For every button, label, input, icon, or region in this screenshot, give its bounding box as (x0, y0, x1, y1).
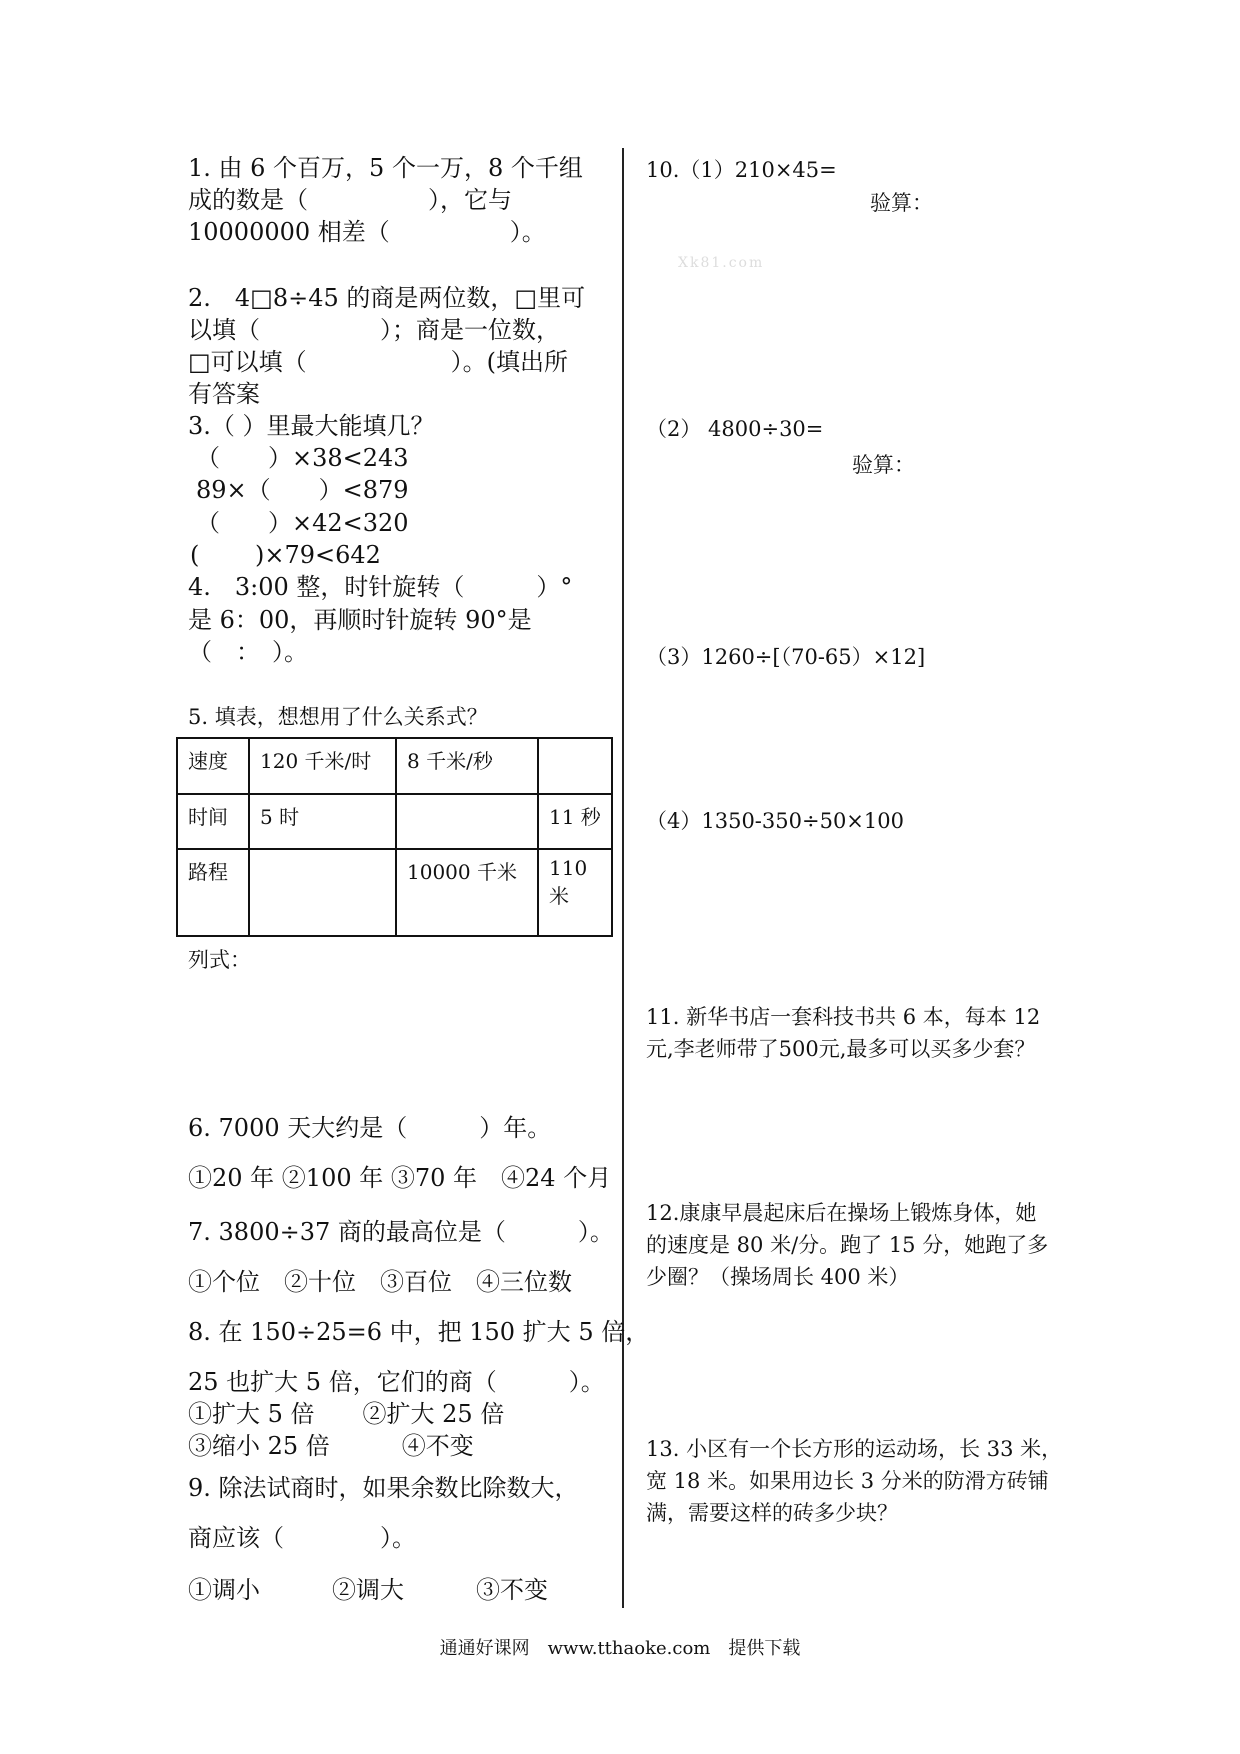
table-cell: 110 米 (538, 849, 612, 936)
question-8-options: ③缩小 25 倍 ④不变 (188, 1432, 474, 1460)
text-line: 少圈？（操场周长 400 米） (646, 1265, 910, 1289)
question-10-4: （4）1350-350÷50×100 (646, 809, 904, 833)
text-line: 有答案 (188, 380, 260, 408)
question-6: 6. 7000 天大约是（ ）年。 (188, 1114, 552, 1142)
question-10-1: 10.（1）210×45= (646, 158, 837, 182)
text-line: 89×（ ）<879 (196, 476, 409, 504)
question-5-title: 5. 填表，想想用了什么关系式？ (188, 705, 488, 729)
text-line: 1. 由 6 个百万，5 个一万，8 个千组 (188, 154, 583, 182)
text-line: 3.（ ）里最大能填几？ (188, 412, 435, 440)
question-7: 7. 3800÷37 商的最高位是（ ）。 (188, 1218, 614, 1246)
table-cell: 120 千米/时 (249, 738, 396, 794)
text-line: （ ： ）。 (188, 638, 308, 666)
text-line: （ ）×38<243 (196, 444, 409, 472)
question-9-options: ①调小 ②调大 ③不变 (188, 1576, 548, 1604)
formula-label: 列式： (188, 948, 251, 972)
text-line: 商应该（ ）。 (188, 1524, 416, 1552)
footer-source: 通通好课网 www.tthaoke.com 提供下载 (439, 1638, 801, 1659)
text-line: 宽 18 米。如果用边长 3 分米的防滑方砖铺 (646, 1469, 1049, 1493)
column-divider (622, 148, 624, 1608)
speed-time-distance-table (176, 737, 613, 937)
table-cell (396, 794, 538, 850)
table-cell: 8 千米/秒 (396, 738, 538, 794)
text-line: 9. 除法试商时，如果余数比除数大， (188, 1474, 579, 1502)
text-line: 满，需要这样的砖多少块？ (646, 1501, 898, 1525)
text-line: 4. 3:00 整，时针旋转（ ）° (188, 573, 573, 601)
text-line: 25 也扩大 5 倍，它们的商（ ）。 (188, 1368, 605, 1396)
watermark: Xk81.com (678, 255, 765, 271)
text-line: （ ）×42<320 (196, 509, 409, 537)
text-line: 的速度是 80 米/分。跑了 15 分，她跑了多 (646, 1233, 1049, 1257)
table-cell: 10000 千米 (396, 849, 538, 936)
text-line: 10000000 相差（ ）。 (188, 218, 546, 246)
table-cell: 时间 (177, 794, 249, 850)
question-10-2: （2） 4800÷30= (646, 417, 824, 441)
check-label: 验算： (852, 453, 915, 477)
question-8-options: ①扩大 5 倍 ②扩大 25 倍 (188, 1400, 505, 1428)
table-cell (249, 849, 396, 936)
text-line: 8. 在 150÷25=6 中，把 150 扩大 5 倍， (188, 1318, 650, 1346)
text-line: 是 6：00，再顺时针旋转 90°是 (188, 606, 532, 634)
table-cell: 速度 (177, 738, 249, 794)
text-line: 2. 4□8÷45 的商是两位数，□里可 (188, 284, 586, 312)
table-row (177, 849, 612, 936)
check-label: 验算： (870, 191, 933, 215)
text-line: 13. 小区有一个长方形的运动场，长 33 米， (646, 1437, 1063, 1461)
question-7-options: ①个位 ②十位 ③百位 ④三位数 (188, 1268, 572, 1296)
text-line: 以填（ ）；商是一位数， (188, 316, 560, 344)
table-cell (538, 738, 612, 794)
table-cell: 11 秒 (538, 794, 612, 850)
text-line: 成的数是（ ），它与 (188, 186, 512, 214)
text-line: ( )×79<642 (190, 541, 381, 569)
table-cell: 路程 (177, 849, 249, 936)
question-10-3: （3）1260÷[（70-65）×12] (646, 645, 926, 669)
table-row (177, 794, 612, 850)
text-line: 11. 新华书店一套科技书共 6 本，每本 12 (646, 1005, 1041, 1029)
text-line: □可以填（ ）。(填出所 (188, 348, 569, 376)
text-line: 12.康康早晨起床后在操场上锻炼身体，她 (646, 1201, 1037, 1225)
question-6-options: ①20 年 ②100 年 ③70 年 ④24 个月 (188, 1164, 612, 1192)
text-line: 元,李老师带了500元,最多可以买多少套？ (646, 1037, 1036, 1061)
table-row (177, 738, 612, 794)
table-cell: 5 时 (249, 794, 396, 850)
